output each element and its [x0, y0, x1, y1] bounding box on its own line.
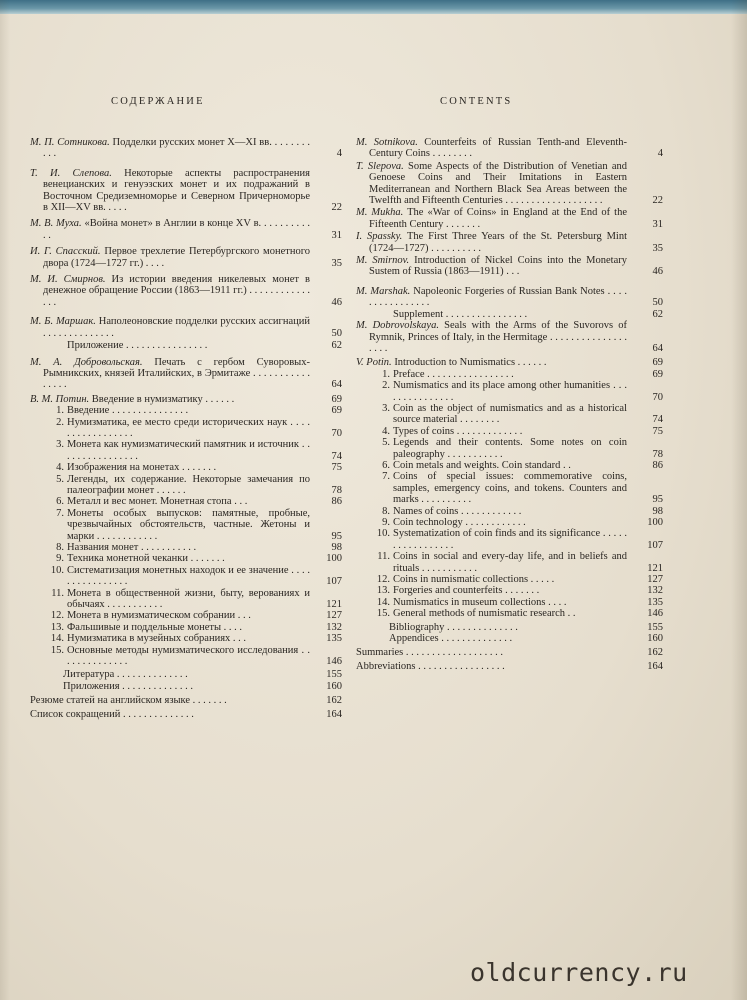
toc-subentry-number: 1.: [56, 405, 64, 417]
toc-page-number: 100: [647, 517, 663, 528]
toc-subentry-text: Forgeries and counterfeits . . . . . . .: [393, 585, 540, 597]
toc-subentry-number: 4.: [382, 425, 390, 437]
toc-entry: [356, 161, 663, 207]
toc-page-number: 107: [647, 539, 663, 551]
toc-subentry-text: Legends and their contents. Some notes on coin paleography . . . . . . . . . . .: [393, 437, 627, 460]
toc-page-number: 86: [331, 496, 342, 508]
toc-page-number: 50: [331, 327, 342, 339]
toc-entry: [356, 661, 663, 672]
toc-page-number: 35: [652, 242, 663, 254]
toc-subentry-text: Types of coins . . . . . . . . . . . . .: [393, 425, 523, 437]
toc-entry: [30, 340, 342, 351]
toc-author: М. Б. Маршак.: [30, 316, 96, 328]
toc-title: Первое трехлетие Петербургского монетного двора (1724—1727 гг.) . . . .: [43, 246, 310, 269]
toc-author: М. А. Добровольская.: [30, 356, 143, 368]
toc-subentry-text: Names of coins . . . . . . . . . . . .: [393, 505, 522, 517]
toc-subentry: [30, 633, 342, 644]
toc-author: T. Slepova.: [356, 160, 404, 172]
toc-subentry-text: Изображения на монетах . . . . . . .: [67, 462, 217, 474]
toc-page-number: 74: [652, 414, 663, 426]
toc-entry: [30, 709, 342, 720]
toc-subentry-text: Основные методы нумизматического исследования . . . . . . . . . . . . . .: [67, 644, 310, 668]
toc-entry-text: Abbreviations . . . . . . . . . . . . . . . . .: [356, 660, 505, 672]
toc-subentry-text: Металл и вес монет. Монетная стопа . . .: [67, 496, 248, 508]
toc-author: I. Spassky.: [356, 231, 403, 243]
toc-subentry: [30, 474, 342, 497]
toc-author: M. Sotnikova.: [356, 137, 418, 148]
toc-page-number: 100: [326, 553, 342, 565]
toc-subentry-number: 15.: [50, 644, 64, 656]
toc-page-number: 75: [331, 462, 342, 474]
toc-subentry-number: 6.: [56, 496, 64, 508]
toc-page-number: 69: [652, 368, 663, 380]
toc-author: М. П. Сотникова.: [30, 137, 110, 148]
toc-subentry-text: Systematization of coin finds and its significance . . . . . . . . . . . . . . . . .: [393, 528, 627, 551]
toc-page-number: 86: [652, 459, 663, 471]
page-shadow-right: [731, 0, 747, 1000]
toc-title: Из истории введения никелевых монет в денежное обращение России (1863—1911 гг.) . . . . . . . . . . . . . . .: [43, 274, 310, 308]
toc-entry: [30, 168, 342, 214]
toc-entry: [30, 357, 342, 391]
toc-subentry-text: Систематизация монетных находок и ее значение . . . . . . . . . . . . . . . .: [67, 564, 310, 588]
toc-subentry-text: Монеты особых выпусков: памятные, пробные, чрезвычайных обстоятельств, частные. Жетоны и марки . . . . . . . . . . . .: [67, 507, 310, 542]
toc-subentry-text: Coin metals and weights. Coin standard . .: [393, 459, 571, 471]
toc-entry-text: Список сокращений . . . . . . . . . . . . . .: [30, 708, 194, 720]
toc-entry-text: [30, 274, 342, 308]
toc-page-number: 107: [326, 576, 342, 588]
toc-page-number: 78: [331, 484, 342, 496]
toc-subentry-number: 9.: [382, 517, 390, 528]
toc-author: Т. И. Слепова.: [30, 167, 112, 179]
toc-subentry: [30, 610, 342, 621]
toc-page-number: 64: [331, 379, 342, 391]
toc-page-number: 127: [647, 574, 663, 586]
toc-title: Подделки русских монет X—XI вв. . . . . . . . . . .: [43, 137, 310, 160]
toc-subentry: [30, 681, 342, 692]
toc-subentry-number: 11.: [377, 551, 390, 563]
toc-page-number: 121: [326, 599, 342, 611]
toc-page-number: 164: [647, 660, 663, 672]
toc-title: Некоторые аспекты распространения венецианских и генуэзских монет и их подражаний в Восточном Средиземноморье и Северном Причерноморье в XII—XV вв. . . . .: [43, 167, 310, 214]
toc-title: Печать с гербом Суворовых-Рымникских, князей Италийских, в Эрмитаже . . . . . . . . . . . . . . . .: [43, 356, 310, 391]
toc-subentry-number: 12.: [50, 610, 64, 622]
toc-subentry-text: Легенды, их содержание. Некоторые замечания по палеографии монет . . . . . .: [67, 473, 310, 496]
toc-entry: [30, 137, 342, 160]
toc-subentry-text: Техника монетной чеканки . . . . . . .: [67, 553, 225, 565]
toc-entry-text: [30, 340, 342, 351]
toc-page-number: 162: [647, 647, 663, 659]
toc-subentry: [30, 439, 342, 462]
toc-page-number: 4: [657, 148, 663, 160]
toc-entry-text: [356, 309, 663, 320]
toc-subentry-text: Фальшивые и поддельные монеты . . . .: [67, 621, 243, 633]
toc-subentry: [356, 471, 663, 505]
toc-entry-text: [30, 137, 342, 160]
toc-subentry: [356, 380, 663, 403]
toc-subentry: [30, 645, 342, 668]
toc-subentry: [30, 542, 342, 553]
toc-page-number: 70: [652, 391, 663, 403]
toc-page-number: 146: [326, 656, 342, 668]
toc-subentry: [356, 437, 663, 460]
toc-subentry-number: 3.: [56, 439, 64, 451]
toc-subentry-number: 7.: [56, 507, 64, 519]
toc-entry: [30, 695, 342, 706]
toc-subentry-number: 13.: [376, 585, 390, 597]
toc-author: V. Potin.: [356, 357, 392, 369]
toc-page-number: 69: [331, 393, 342, 405]
toc-page-number: 46: [331, 296, 342, 308]
toc-page-number: 69: [652, 357, 663, 369]
toc-page-number: 50: [652, 297, 663, 309]
heading-english: CONTENTS: [440, 96, 513, 107]
toc-entry: [356, 286, 663, 309]
toc-subentry-number: 5.: [382, 437, 390, 449]
toc-entry: [356, 255, 663, 278]
toc-subentry-number: 9.: [56, 553, 64, 565]
toc-author: М. И. Смирнов.: [30, 274, 106, 286]
toc-title: Наполеоновские подделки русских ассигнаций . . . . . . . . . . . . . .: [43, 316, 310, 339]
toc-author: И. Г. Спасский.: [30, 246, 101, 258]
toc-subentry-number: 13.: [50, 621, 64, 633]
toc-page-number: 69: [331, 405, 342, 417]
toc-entry: [30, 394, 342, 405]
toc-entry: [30, 316, 342, 339]
toc-subentry: [356, 528, 663, 551]
toc-subentry: [30, 405, 342, 416]
toc-entry: [356, 647, 663, 658]
toc-page-number: 31: [331, 229, 342, 241]
toc-subentry-number: 6.: [382, 459, 390, 471]
toc-subentry-text: Numismatics in museum collections . . . .: [393, 596, 567, 608]
toc-subentry: [356, 369, 663, 380]
toc-page-number: 78: [652, 448, 663, 460]
toc-page-number: 70: [331, 427, 342, 439]
toc-subentry: [356, 460, 663, 471]
toc-subentry-number: 2.: [382, 380, 390, 392]
toc-subentry: [356, 622, 663, 633]
toc-subentry-text: Приложения . . . . . . . . . . . . . .: [63, 680, 194, 692]
toc-subentry-text: Нумизматика, ее место среди исторических наук . . . . . . . . . . . . . . . . .: [67, 416, 310, 439]
toc-subentry-number: 11.: [51, 587, 64, 599]
toc-entry-text: [30, 357, 342, 391]
toc-entry-text: [356, 357, 663, 368]
toc-title: Введение в нумизматику . . . . . .: [89, 393, 235, 405]
toc-subentry: [356, 517, 663, 528]
toc-subentry-text: Монета в нумизматическом собрании . . .: [67, 610, 251, 622]
toc-page-number: 155: [326, 669, 342, 681]
toc-title: Приложение . . . . . . . . . . . . . . . .: [67, 340, 208, 352]
toc-entry: [356, 309, 663, 320]
toc-entry-text: [356, 286, 663, 309]
toc-page-number: 95: [331, 530, 342, 542]
toc-entry-text: [356, 231, 663, 254]
toc-page-number: 4: [336, 148, 342, 160]
toc-entry-text: [30, 316, 342, 339]
toc-subentry: [356, 426, 663, 437]
toc-subentry-number: 2.: [56, 416, 64, 428]
toc-entry: [356, 207, 663, 230]
toc-subentry-text: Numismatics and its place among other humanities . . . . . . . . . . . . . . .: [393, 380, 627, 403]
cover-edge: [0, 0, 747, 14]
toc-entry: [30, 274, 342, 308]
toc-title: Introduction to Numismatics . . . . . .: [391, 357, 547, 369]
toc-subentry: [30, 508, 342, 542]
toc-entry-text: [356, 320, 663, 354]
toc-page-number: 132: [326, 621, 342, 633]
toc-entry: [30, 246, 342, 269]
toc-page-number: 74: [331, 450, 342, 462]
toc-title: Supplement . . . . . . . . . . . . . . . .: [393, 308, 528, 320]
toc-subentry: [356, 551, 663, 574]
toc-subentry-number: 3.: [382, 402, 390, 414]
toc-subentry-text: Введение . . . . . . . . . . . . . . .: [67, 405, 189, 417]
toc-subentry-text: Bibliography . . . . . . . . . . . . . .: [389, 621, 518, 633]
toc-subentry: [30, 496, 342, 507]
toc-page-number: 75: [652, 425, 663, 437]
toc-entry-text: [356, 137, 663, 160]
toc-title: Napoleonic Forgeries of Russian Bank Notes . . . . . . . . . . . . . . . .: [369, 285, 627, 309]
toc-subentry-number: 10.: [376, 528, 390, 540]
toc-page-number: 160: [326, 680, 342, 692]
toc-title: The «War of Coins» in England at the End of the Fifteenth Century . . . . . . .: [369, 207, 628, 230]
toc-subentry: [30, 462, 342, 473]
contents-column-russian: [30, 137, 342, 720]
toc-page-number: 62: [331, 340, 342, 352]
toc-subentry: [30, 417, 342, 440]
toc-entry-text: [356, 255, 663, 278]
toc-page-number: 162: [326, 695, 342, 707]
toc-title: Counterfeits of Russian Tenth-and Eleventh-Century Coins . . . . . . . .: [369, 137, 627, 160]
toc-subentry-number: 10.: [50, 564, 64, 576]
toc-subentry: [30, 669, 342, 680]
toc-subentry-number: 8.: [56, 542, 64, 553]
toc-subentry-text: Coins in social and every-day life, and in beliefs and rituals . . . . . . . . . . .: [393, 551, 627, 574]
toc-author: М. В. Муха.: [30, 218, 82, 230]
toc-page-number: 132: [647, 585, 663, 597]
toc-subentry-text: Названия монет . . . . . . . . . . .: [67, 542, 197, 553]
toc-author: M. Marshak.: [356, 285, 411, 297]
toc-page-number: 22: [331, 202, 342, 214]
heading-russian: СОДЕРЖАНИЕ: [111, 96, 205, 107]
toc-subentry-text: General methods of numismatic research . .: [393, 608, 576, 620]
toc-subentry-text: Coin technology . . . . . . . . . . . .: [393, 517, 526, 528]
toc-title: Some Aspects of the Distribution of Venetian and Genoese Coins and Their Imitations in Eastern Mediterranean and Northern Black Sea Areas between the Twelfth and Fifteenth Centuries . . . . . . . . . . . . . . . . . . .: [369, 160, 627, 207]
toc-author: M. Smirnov.: [356, 255, 410, 267]
toc-subentry-number: 15.: [376, 608, 390, 620]
toc-page-number: 135: [647, 596, 663, 608]
toc-entry-text: [30, 218, 342, 241]
toc-subentry-text: Coin as the object of numismatics and as a historical source material . . . . . . . .: [393, 402, 627, 426]
toc-subentry-text: Нумизматика в музейных собраниях . . .: [67, 633, 247, 645]
toc-subentry-number: 7.: [382, 471, 390, 483]
toc-entry-text: [30, 246, 342, 269]
toc-page-number: 135: [326, 633, 342, 645]
toc-entry: [30, 218, 342, 241]
toc-author: M. Dobrovolskaya.: [356, 320, 439, 332]
toc-subentry: [30, 565, 342, 588]
toc-page-number: 95: [652, 494, 663, 506]
toc-page-number: 146: [647, 608, 663, 620]
toc-subentry-number: 12.: [376, 574, 390, 586]
toc-subentry: [30, 553, 342, 564]
toc-entry-text: [356, 161, 663, 207]
toc-subentry-text: Coins in numismatic collections . . . . .: [393, 574, 555, 586]
toc-entry-text: Резюме статей на английском языке . . . . . . .: [30, 695, 227, 707]
toc-title: Seals with the Arms of the Suvorovs of Rymnik, Princes of Italy, in the Hermitage . . . . . . . . . . . . . . . . . . .: [369, 320, 627, 354]
toc-subentry: [356, 574, 663, 585]
toc-subentry: [356, 585, 663, 596]
toc-page-number: 31: [652, 218, 663, 230]
toc-subentry-text: Appendices . . . . . . . . . . . . . .: [389, 633, 513, 645]
toc-entry: [356, 320, 663, 354]
toc-subentry-number: 1.: [382, 368, 390, 380]
watermark-text: oldcurrency.ru: [470, 958, 688, 987]
toc-subentry-number: 8.: [382, 505, 390, 517]
toc-subentry-text: Preface . . . . . . . . . . . . . . . . .: [393, 368, 514, 380]
toc-subentry-text: Литература . . . . . . . . . . . . . .: [63, 669, 188, 681]
toc-subentry-number: 14.: [50, 633, 64, 645]
toc-subentry: [30, 588, 342, 611]
toc-page-number: 35: [331, 257, 342, 269]
toc-title: Introduction of Nickel Coins into the Monetary Sustem of Russia (1863—1911) . . .: [369, 255, 627, 278]
toc-subentry: [356, 608, 663, 619]
toc-entry: [356, 137, 663, 160]
toc-subentry-number: 5.: [56, 473, 64, 485]
toc-entry: [356, 231, 663, 254]
toc-page-number: 164: [326, 708, 342, 720]
contents-column-english: [356, 137, 663, 672]
toc-entry-text: [30, 168, 342, 214]
toc-subentry-text: Монета как нумизматический памятник и источник . . . . . . . . . . . . . . . .: [67, 439, 310, 462]
toc-page-number: 121: [647, 562, 663, 574]
toc-subentry-number: 4.: [56, 462, 64, 474]
toc-subentry: [356, 403, 663, 426]
toc-author: В. М. Потин.: [30, 393, 90, 405]
toc-page-number: 127: [326, 610, 342, 622]
toc-page-number: 98: [652, 505, 663, 517]
page-shadow-left: [0, 0, 10, 1000]
toc-page-number: 46: [652, 266, 663, 278]
toc-subentry: [356, 633, 663, 644]
toc-page-number: 64: [652, 342, 663, 354]
toc-author: M. Mukha.: [356, 207, 404, 219]
toc-page-number: 62: [652, 308, 663, 320]
toc-title: The First Three Years of the St. Petersburg Mint (1724—1727) . . . . . . . . . .: [369, 231, 627, 254]
toc-subentry-text: Coins of special issues: commemorative coins, samples, emergency coins, and tokens. Counters and marks . . . . . . . . . .: [393, 471, 627, 506]
toc-page-number: 22: [652, 195, 663, 207]
toc-subentry: [30, 622, 342, 633]
toc-entry: [356, 357, 663, 368]
toc-page-number: 98: [331, 542, 342, 553]
toc-page-number: 155: [647, 621, 663, 633]
toc-title: «Война монет» в Англии в конце XV в. . . . . . . . . . . .: [43, 218, 311, 241]
toc-entry-text: Summaries . . . . . . . . . . . . . . . . . . .: [356, 647, 503, 659]
toc-subentry: [356, 597, 663, 608]
toc-entry-text: [30, 394, 342, 405]
toc-subentry-number: 14.: [376, 596, 390, 608]
toc-subentry: [356, 506, 663, 517]
toc-entry-text: [356, 207, 663, 230]
toc-subentry-text: Монета в общественной жизни, быту, верованиях и обычаях . . . . . . . . . . .: [67, 587, 310, 611]
toc-page-number: 160: [647, 633, 663, 645]
